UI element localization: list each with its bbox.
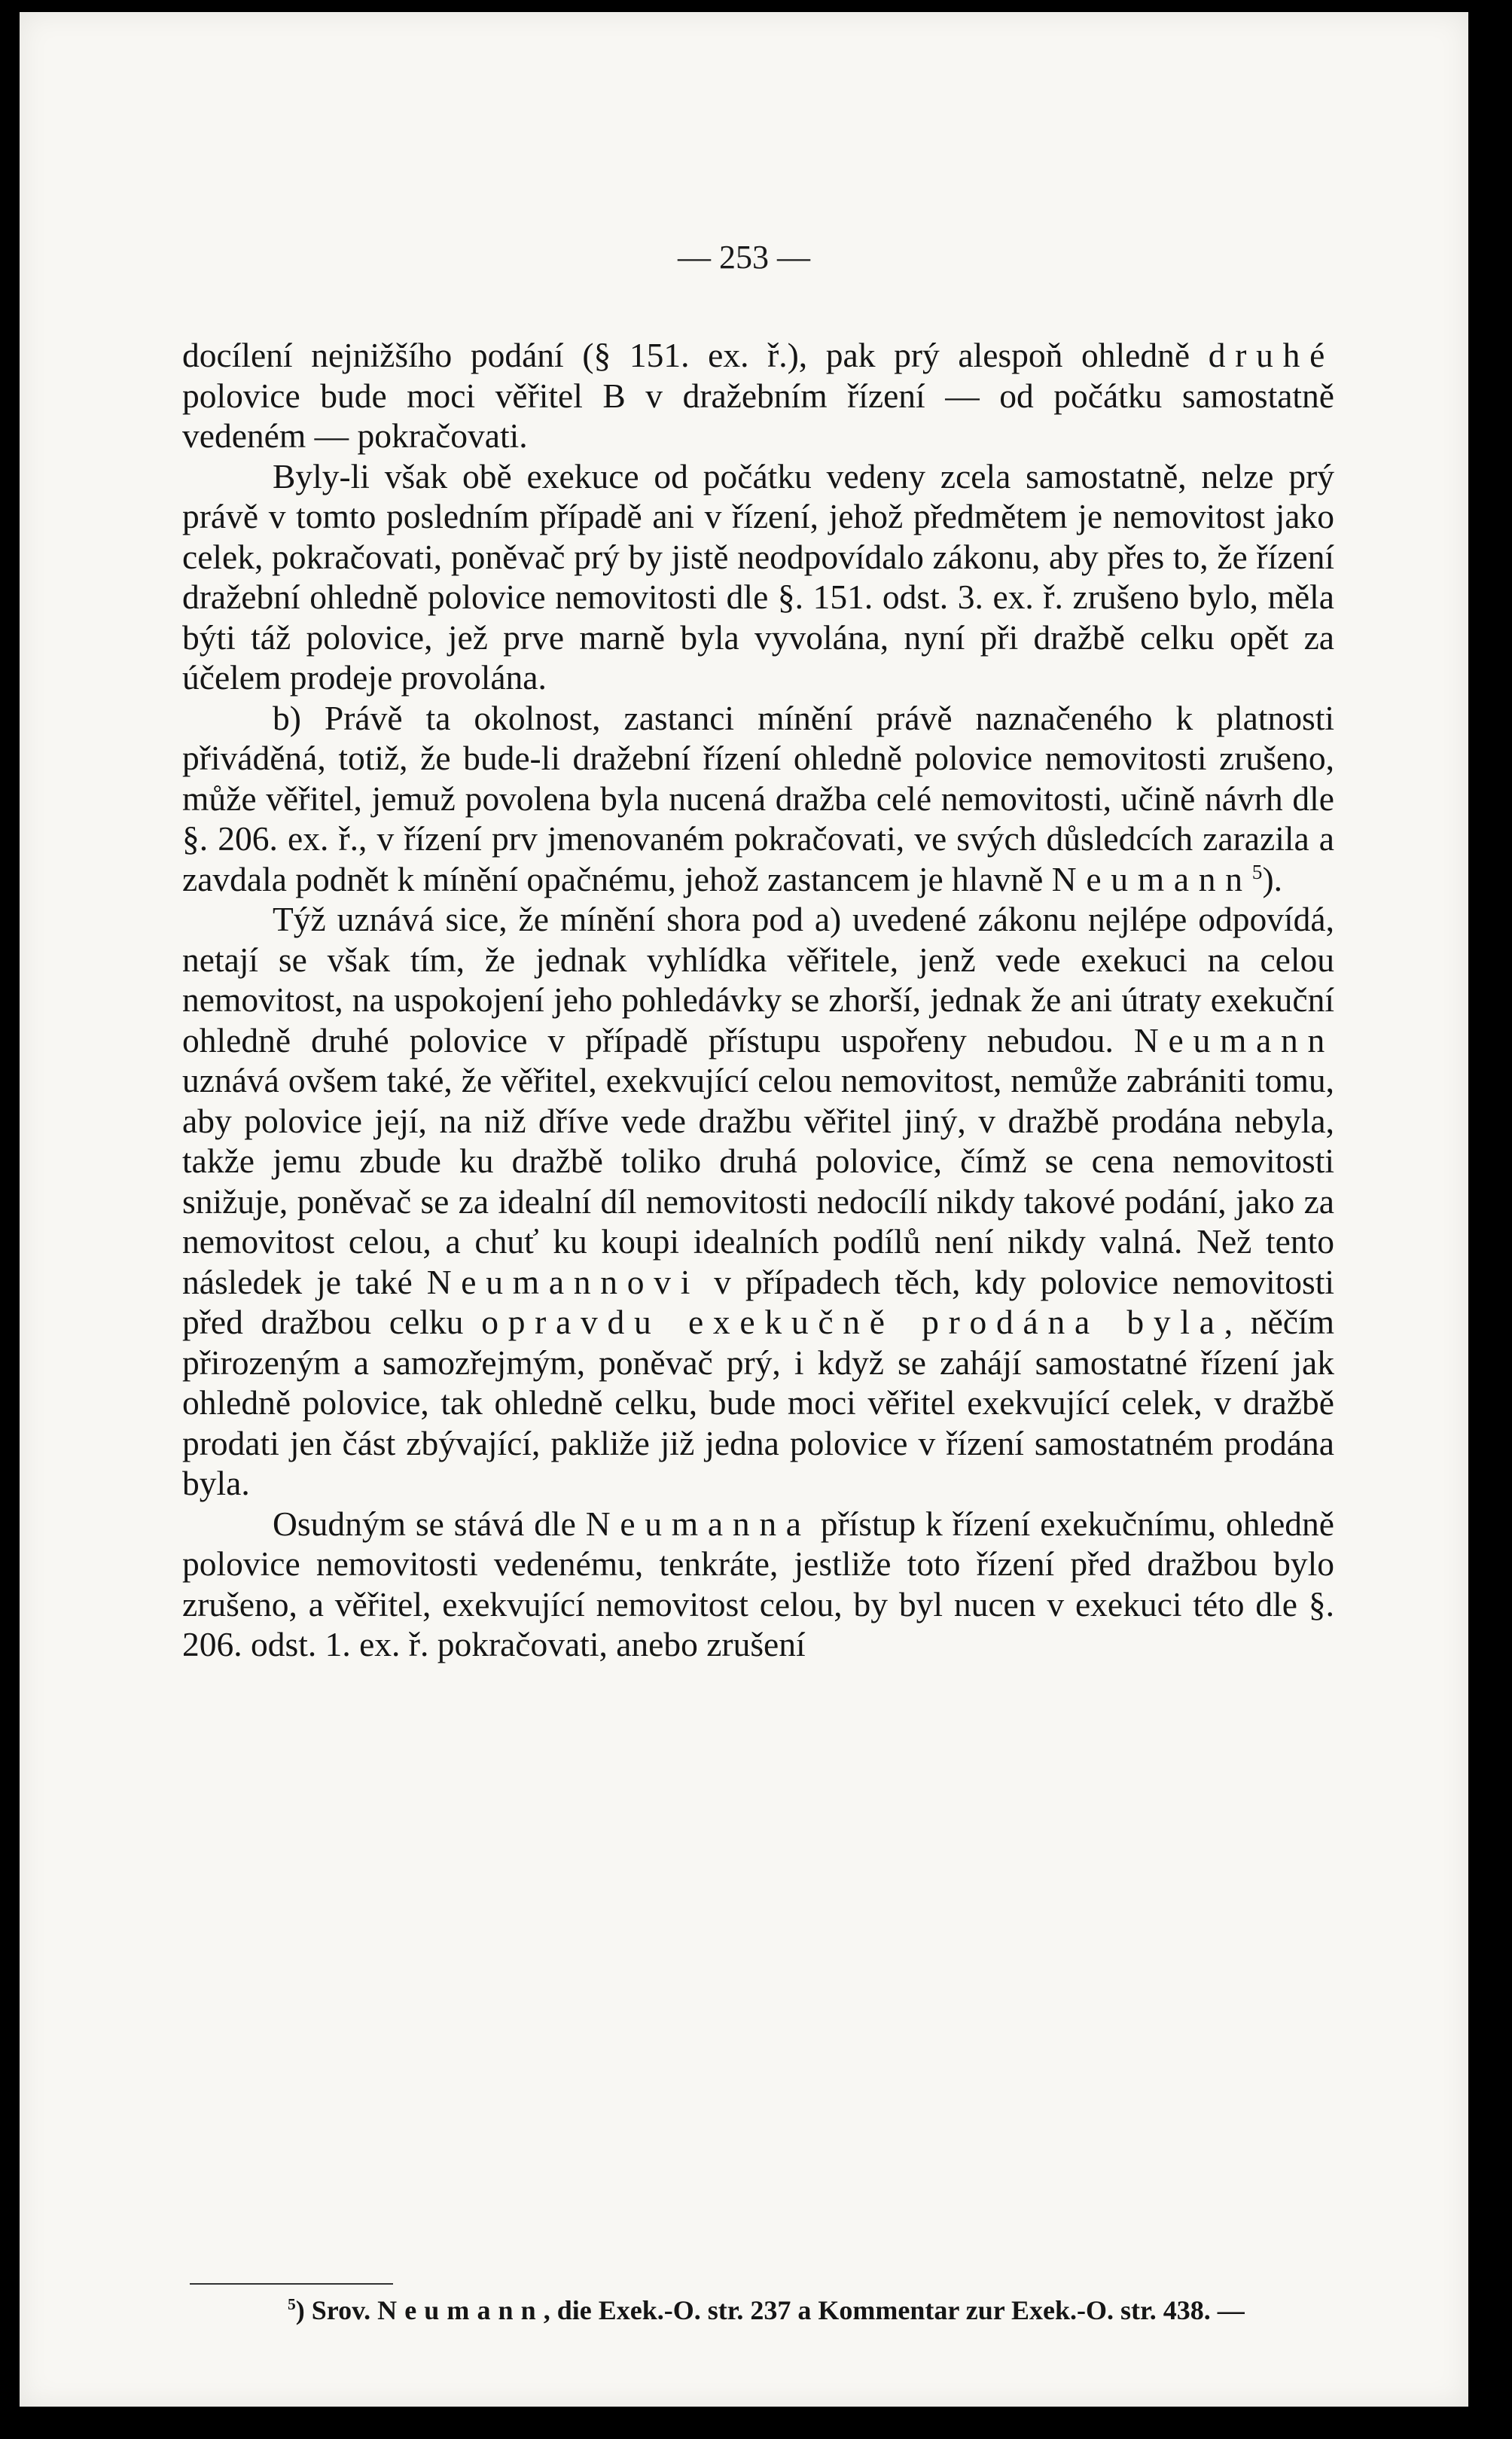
footnote	[182, 2294, 1334, 2327]
footnote-author: Neumann	[377, 2295, 544, 2325]
footnote-divider	[190, 2283, 393, 2285]
footnote-text-after: , die Exek.-O. str. 237 a Kommentar zur Exek.-O. str. 438. —	[543, 2295, 1245, 2325]
paragraph-text: Osudným se stává dle	[273, 1504, 586, 1543]
emphasized-text: opravdu exekučně prodána byla	[481, 1303, 1224, 1341]
emphasized-text: Neumanna	[585, 1504, 811, 1543]
page-number: — 253 —	[678, 239, 810, 276]
paragraph-text: v případech těch, kdy polovice nemovitosti před dražbou celku	[182, 1262, 1334, 1341]
emphasized-text: Neumann	[1051, 859, 1252, 898]
book-page	[20, 12, 1468, 2407]
paragraph-text: docílení nejnižšího podání (§ 151. ex. ř.), pak prý alespoň ohledně	[182, 336, 1209, 374]
paragraph-text: Byly-li však obě exekuce od počátku vedeny zcela samostatně, nelze prý právě v tomto posledním případě ani v řízení, jehož předmětem je nemovitost jako celek, pokračovati, poněvač prý by jistě neodpovídalo zákonu, aby přes to, že řízení dražební ohledně polovice nemovitosti dle §. 151. odst. 3. ex. ř. zrušeno bylo, měla býti táž polovice, jež prve marně byla vyvolána, nyní při dražbě celku opět za účelem prodeje provolána.	[182, 456, 1334, 697]
paragraph-4	[182, 899, 1334, 1504]
body-text	[182, 335, 1334, 1665]
paragraph-text: polovice bude moci věřitel B v dražebním řízení — od počátku samostatně vedeném — pokračovati.	[182, 376, 1334, 455]
paragraph-3	[182, 698, 1334, 900]
paragraph-text: Týž uznává sice, že mínění shora pod a) uvedené zákonu nejlépe odpovídá, netají se však tím, že jednak vyhlídka věřitele, jenž vede exekuci na celou nemovitost, na uspokojení jeho pohledávky se zhorší, jednak že ani útraty exekuční ohledně druhé polovice v případě přístupu uspořeny nebudou.	[182, 900, 1334, 1059]
emphasized-text: Neumann	[1133, 1020, 1334, 1059]
paragraph-2	[182, 456, 1334, 698]
paragraph-1	[182, 335, 1334, 456]
emphasized-text: Neumannovi	[426, 1262, 700, 1301]
footnote-marker: 5	[288, 2295, 296, 2313]
footnote-reference: 5	[1251, 860, 1263, 883]
emphasized-text: druhé	[1208, 336, 1334, 374]
paragraph-text: , něčím přirozeným a samozřejmým, poněvač prý, i když se zahájí samostatné řízení jak ohledně polovice, tak ohledně celku, bude moci věřitel exekvující celek, v dražbě prodati jen část zbývající, pakliže již jedna polovice v řízení samostatném prodána byla.	[182, 1303, 1335, 1502]
paragraph-text: uznává ovšem také, že věřitel, exekvující celou nemovitost, nemůže zabrániti tomu, aby polovice její, na niž dříve vede dražbu věřitel jiný, v dražbě prodána nebyla, takže jemu zbude ku dražbě toliko druhá polovice, čímž se cena nemovitosti snižuje, poněvač se za idealní díl nemovitosti nedocílí nikdy takové podání, jako za nemovitost celou, a chuť ku koupi idealních podílů není nikdy valná. Než tento následek je také	[182, 1061, 1334, 1301]
footnote-text-before: ) Srov.	[295, 2295, 378, 2325]
paragraph-5	[182, 1504, 1334, 1665]
paragraph-text: b) Právě ta okolnost, zastanci mínění právě naznačeného k platnosti přiváděná, totiž, že bude-li dražební řízení ohledně polovice nemovitosti zrušeno, může věřitel, jemuž povolena byla nucená dražba celé nemovitosti, učině návrh dle §. 206. ex. ř., v řízení prv jmenovaném pokračovati, ve svých důsledcích zarazila a zavdala podnět k mínění opačnému, jehož zastancem je hlavně	[182, 698, 1334, 898]
paragraph-text: přístup k řízení exekučnímu, ohledně polovice nemovitosti vedenému, tenkráte, jestliže toto řízení před dražbou bylo zrušeno, a věřitel, exekvující nemovitost celou, by byl nucen v exekuci této dle §. 206. odst. 1. ex. ř. pokračovati, anebo zrušení	[182, 1504, 1334, 1663]
paragraph-text: ).	[1262, 859, 1282, 898]
